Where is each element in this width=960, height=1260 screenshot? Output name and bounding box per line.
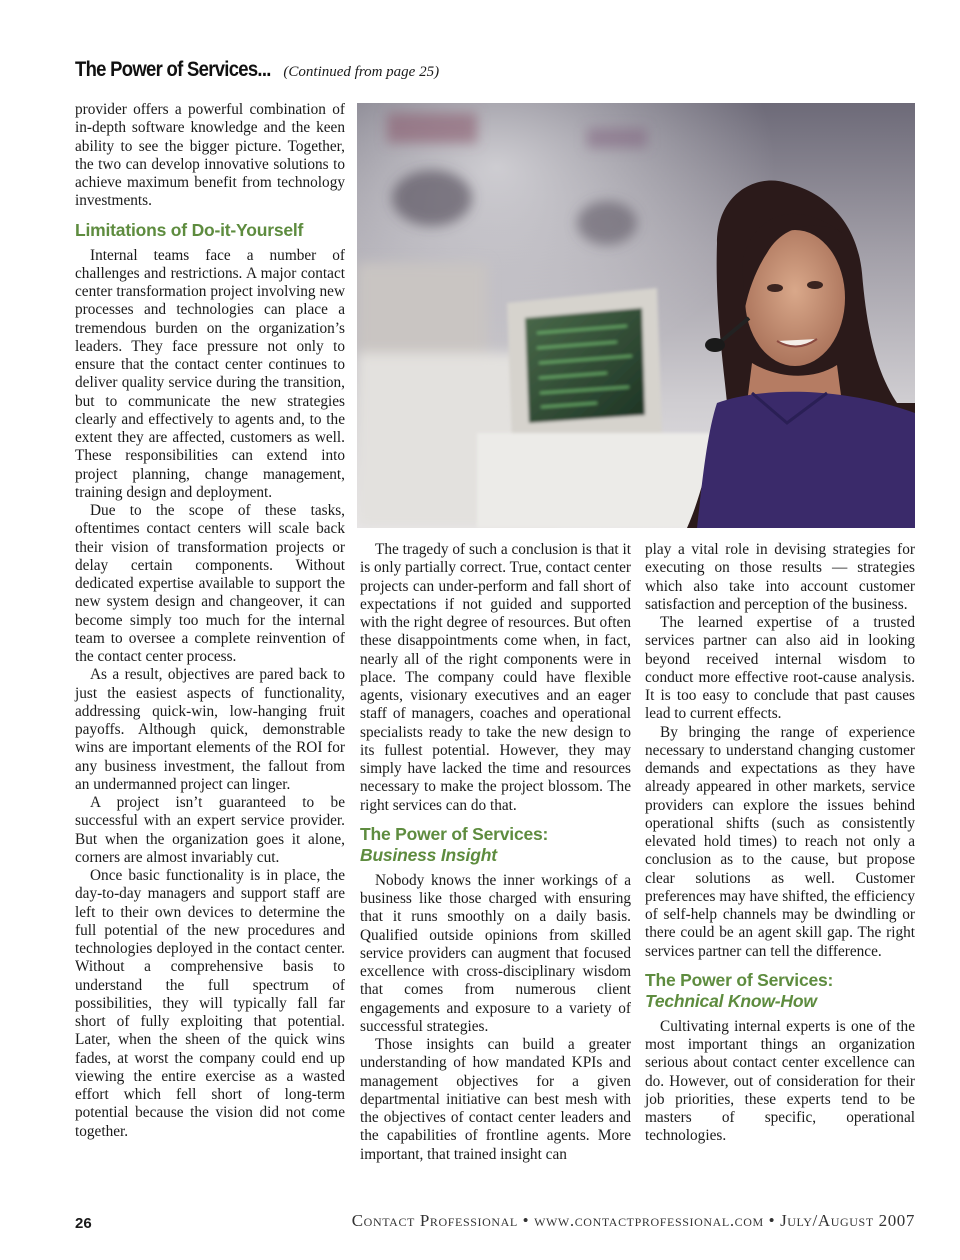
section-heading [645,970,915,1012]
section-heading: Limitations of Do-it-Yourself [75,219,304,240]
paragraph: provider offers a powerful combination of in-depth software knowledge and the keen ability to see the bigger picture. Together, the two can develop innovative solutions to achieve maximum benefit from technology investments. [75,101,345,210]
section-heading-line1: The Power of Services: [360,823,549,844]
column-2 [360,541,631,1164]
photo-illustration [357,103,915,528]
column-1 [75,101,345,1141]
paragraph: Nobody knows the inner workings of a business like those charged with ensuring that it runs smoothly on a daily basis. Qualified outside opinions from skilled service providers can augment that focused excellence with cross-disciplinary wisdom that comes from numerous client engagements and exposure to a variety of successful strategies. [360,871,631,1035]
masthead: Contact Professional • www.contactprofessional.com • July/August 2007 [351,1211,915,1230]
paragraph: Internal teams face a number of challenges and restrictions. A major contact center transformation project involving new processes and technologies can place a tremendous burden on the organization’s leaders. They face pressure not only to ensure that the contact center continues to deliver quality service during the transition, but to communicate the new strategies clearly and effectively to agents and, to the extent they are affected, customers as well. These responsibilities can extend into project planning, change management, training design and deployment. [75,246,345,501]
paragraph: The learned expertise of a trusted services partner can also aid in looking beyond received internal wisdom to conduct more effective root-cause analysis. It is too easy to conclude that past causes lead to current effects. [645,614,915,723]
running-header [75,58,439,82]
column-3 [645,541,915,1146]
paragraph: play a vital role in devising strategies for executing on those results — strategies which also take into account customer satisfaction and perception of the business. [645,541,915,613]
continued-note: (Continued from page 25) [283,64,440,80]
page-number: 26 [75,1215,92,1232]
section-heading-line2: Business Insight [360,844,497,865]
page-footer [75,1211,915,1235]
paragraph: As a result, objectives are pared back to just the easiest aspects of functionality, addressing quick-win, low-hanging fruit payoffs. Although quick, demonstrable wins are important elements of the ROI for any business investment, the fallout from an undermanned project can linger. [75,666,345,793]
section-heading-line1: The Power of Services: [645,969,834,990]
paragraph: Those insights can build a greater understanding of how mandated KPIs and management objectives for a given departmental initiative can best mesh with the objectives of contact center leaders and the capabilities of frontline agents. More important, that trained insight can [360,1036,631,1163]
paragraph: By bringing the range of experience necessary to understand changing customer demands and expectations as they have already appeared in other markets, service providers can explore the issues behind operational shifts (such as consistently elevated hold times) to reach not only a conclusion as to the cause, but propose clear solutions as well. Customer preferences may have shifted, the efficiency of self-help channels may be dwindling or there could be an agent skill gap. The right services partner can tell the difference. [645,723,915,960]
article-title: The Power of Services... [75,58,271,81]
paragraph: Once basic functionality is in place, the day-to-day managers and support staff are left to their own devices to determine the full potential of the new procedures and technologies deployed in the contact center. Without a comprehensive basis to understand the full spectrum of possibilities, they will typically fall far short of fully exploiting that potential. Later, when the sheen of the quick wins fades, at worst the company could end up viewing the entire exercise as a wasted effort which fell short of long-term potential because the vision did not come together. [75,867,345,1140]
section-heading-line2: Technical Know-How [645,990,817,1011]
call-center-agent-photo [357,103,915,528]
paragraph: Cultivating internal experts is one of the most important things an organization serious about contact center excellence can do. However, out of consideration for their job priorities, these experts tend to be masters of specific, operational technologies. [645,1017,915,1145]
paragraph: The tragedy of such a conclusion is that it is only partially correct. True, contact center projects can under-perform and fall short of expectations if not guided and supported with the right degree of resources. But often these disappointments come when, in fact, nearly all of the right components were in place. The company could have flexible agents, visionary executives and an eager staff of managers, coaches and operational specialists ready to take the new design to its fullest potential. However, they may simply have lacked the time and resources necessary to make the project blossom. The right services can do that. [360,541,632,814]
section-heading [360,824,631,866]
paragraph: Due to the scope of these tasks, oftentimes contact centers will scale back their vision of transformation projects or delay certain components. Without dedicated expertise available to support the new system design and changeover, it can become simply too much for the internal team to oversee a complete reinvention of the contact center process. [75,502,345,665]
paragraph: A project isn’t guaranteed to be successful with an expert service provider. But when the organization goes it alone, corners are almost invariably cut. [75,794,345,866]
